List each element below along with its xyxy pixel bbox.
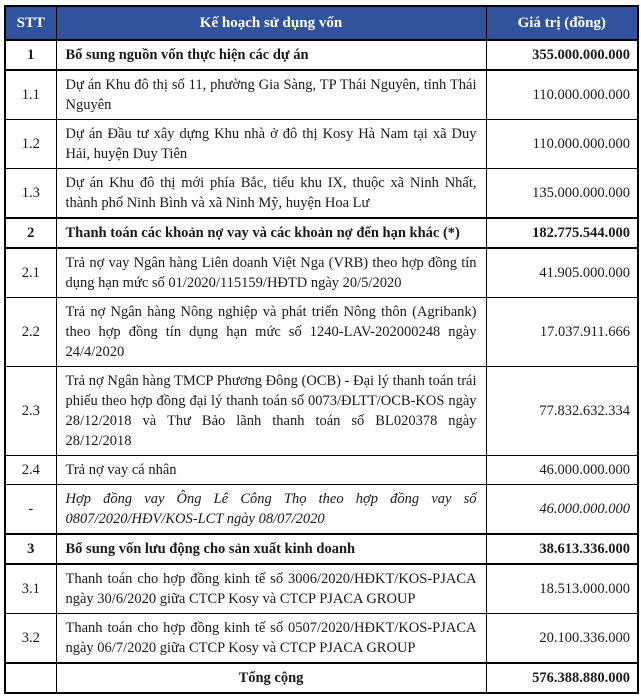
description-cell: Trả nợ Ngân hàng Nông nghiệp và phát triển Nông thôn (Agribank) theo hợp đồng tín dụng hạn mức số 1240-LAV-202000248 ngày 24/4/2020 bbox=[56, 298, 486, 367]
table-row bbox=[5, 40, 638, 70]
description-cell: Trả nợ vay cá nhân bbox=[56, 456, 486, 485]
description-cell: Bổ sung vốn lưu động cho sản xuất kinh doanh bbox=[56, 534, 486, 564]
value-cell: 182.775.544.000 bbox=[486, 218, 638, 248]
value-cell: 46.000.000.000 bbox=[486, 456, 638, 485]
stt-cell: 2 bbox=[5, 218, 56, 248]
stt-cell: 2.1 bbox=[5, 248, 56, 298]
description-cell: Bổ sung nguồn vốn thực hiện các dự án bbox=[56, 40, 486, 70]
table-row bbox=[5, 534, 638, 564]
description-cell: Tổng cộng bbox=[56, 663, 486, 693]
stt-cell: - bbox=[5, 485, 56, 535]
value-cell: 110.000.000.000 bbox=[486, 70, 638, 120]
value-cell: 38.613.336.000 bbox=[486, 534, 638, 564]
table-row bbox=[5, 169, 638, 219]
capital-plan-table bbox=[4, 5, 639, 694]
stt-cell: 3 bbox=[5, 534, 56, 564]
description-cell: Dự án Đầu tư xây dựng Khu nhà ở đô thị Kosy Hà Nam tại xã Duy Hải, huyện Duy Tiên bbox=[56, 120, 486, 169]
stt-cell: 1.2 bbox=[5, 120, 56, 169]
value-cell: 46.000.000.000 bbox=[486, 485, 638, 535]
stt-cell: 1.3 bbox=[5, 169, 56, 219]
table-row bbox=[5, 120, 638, 169]
stt-cell: 1.1 bbox=[5, 70, 56, 120]
total-row bbox=[5, 663, 638, 693]
value-cell: 355.000.000.000 bbox=[486, 40, 638, 70]
table-body bbox=[5, 40, 638, 693]
table-row bbox=[5, 70, 638, 120]
table-header bbox=[5, 6, 638, 40]
stt-cell: 2.2 bbox=[5, 298, 56, 367]
header-row bbox=[5, 6, 638, 40]
description-cell: Thanh toán cho hợp đồng kinh tế số 0507/2020/HĐKT/KOS-PJACA ngày 06/7/2020 giữa CTCP Kosy và CTCP PJACA GROUP bbox=[56, 614, 486, 664]
value-cell: 17.037.911.666 bbox=[486, 298, 638, 367]
stt-cell: 2.4 bbox=[5, 456, 56, 485]
value-cell: 576.388.880.000 bbox=[486, 663, 638, 693]
table-row bbox=[5, 485, 638, 535]
stt-cell bbox=[5, 663, 56, 693]
description-cell: Thanh toán cho hợp đồng kinh tế số 3006/2020/HĐKT/KOS-PJACA ngày 30/6/2020 giữa CTCP Kosy và CTCP PJACA GROUP bbox=[56, 564, 486, 614]
description-cell: Trả nợ Ngân hàng TMCP Phương Đông (OCB) - Đại lý thanh toán trái phiếu theo hợp đồng đại lý thanh toán số 0073/ĐLTT/OCB-KOS ngày 28/12/2018 và Thư Bảo lãnh thanh toán số BL020378 ngày 28/12/2018 bbox=[56, 367, 486, 456]
stt-cell: 3.1 bbox=[5, 564, 56, 614]
description-cell: Dự án Khu đô thị số 11, phường Gia Sàng, TP Thái Nguyên, tỉnh Thái Nguyên bbox=[56, 70, 486, 120]
table-row bbox=[5, 367, 638, 456]
stt-cell: 2.3 bbox=[5, 367, 56, 456]
column-header-stt: STT bbox=[5, 6, 56, 40]
table-row bbox=[5, 456, 638, 485]
value-cell: 110.000.000.000 bbox=[486, 120, 638, 169]
description-cell: Trả nợ vay Ngân hàng Liên doanh Việt Nga (VRB) theo hợp đồng tín dụng hạn mức số 01/2020/115159/HĐTD ngày 20/5/2020 bbox=[56, 248, 486, 298]
column-header-value: Giá trị (đồng) bbox=[486, 6, 638, 40]
column-header-plan: Kế hoạch sử dụng vốn bbox=[56, 6, 486, 40]
description-cell: Thanh toán các khoản nợ vay và các khoản nợ đến hạn khác (*) bbox=[56, 218, 486, 248]
stt-cell: 1 bbox=[5, 40, 56, 70]
stt-cell: 3.2 bbox=[5, 614, 56, 664]
table-row bbox=[5, 248, 638, 298]
description-cell: Dự án Khu đô thị mới phía Bắc, tiểu khu IX, thuộc xã Ninh Nhất, thành phố Ninh Bình và xã Ninh Mỹ, huyện Hoa Lư bbox=[56, 169, 486, 219]
table-row bbox=[5, 298, 638, 367]
value-cell: 135.000.000.000 bbox=[486, 169, 638, 219]
value-cell: 18.513.000.000 bbox=[486, 564, 638, 614]
description-cell: Hợp đồng vay Ông Lê Công Thọ theo hợp đồng vay số 0807/2020/HĐV/KOS-LCT ngày 08/07/2020 bbox=[56, 485, 486, 535]
value-cell: 20.100.336.000 bbox=[486, 614, 638, 664]
table-row bbox=[5, 614, 638, 664]
value-cell: 41.905.000.000 bbox=[486, 248, 638, 298]
table-row bbox=[5, 218, 638, 248]
table-row bbox=[5, 564, 638, 614]
value-cell: 77.832.632.334 bbox=[486, 367, 638, 456]
